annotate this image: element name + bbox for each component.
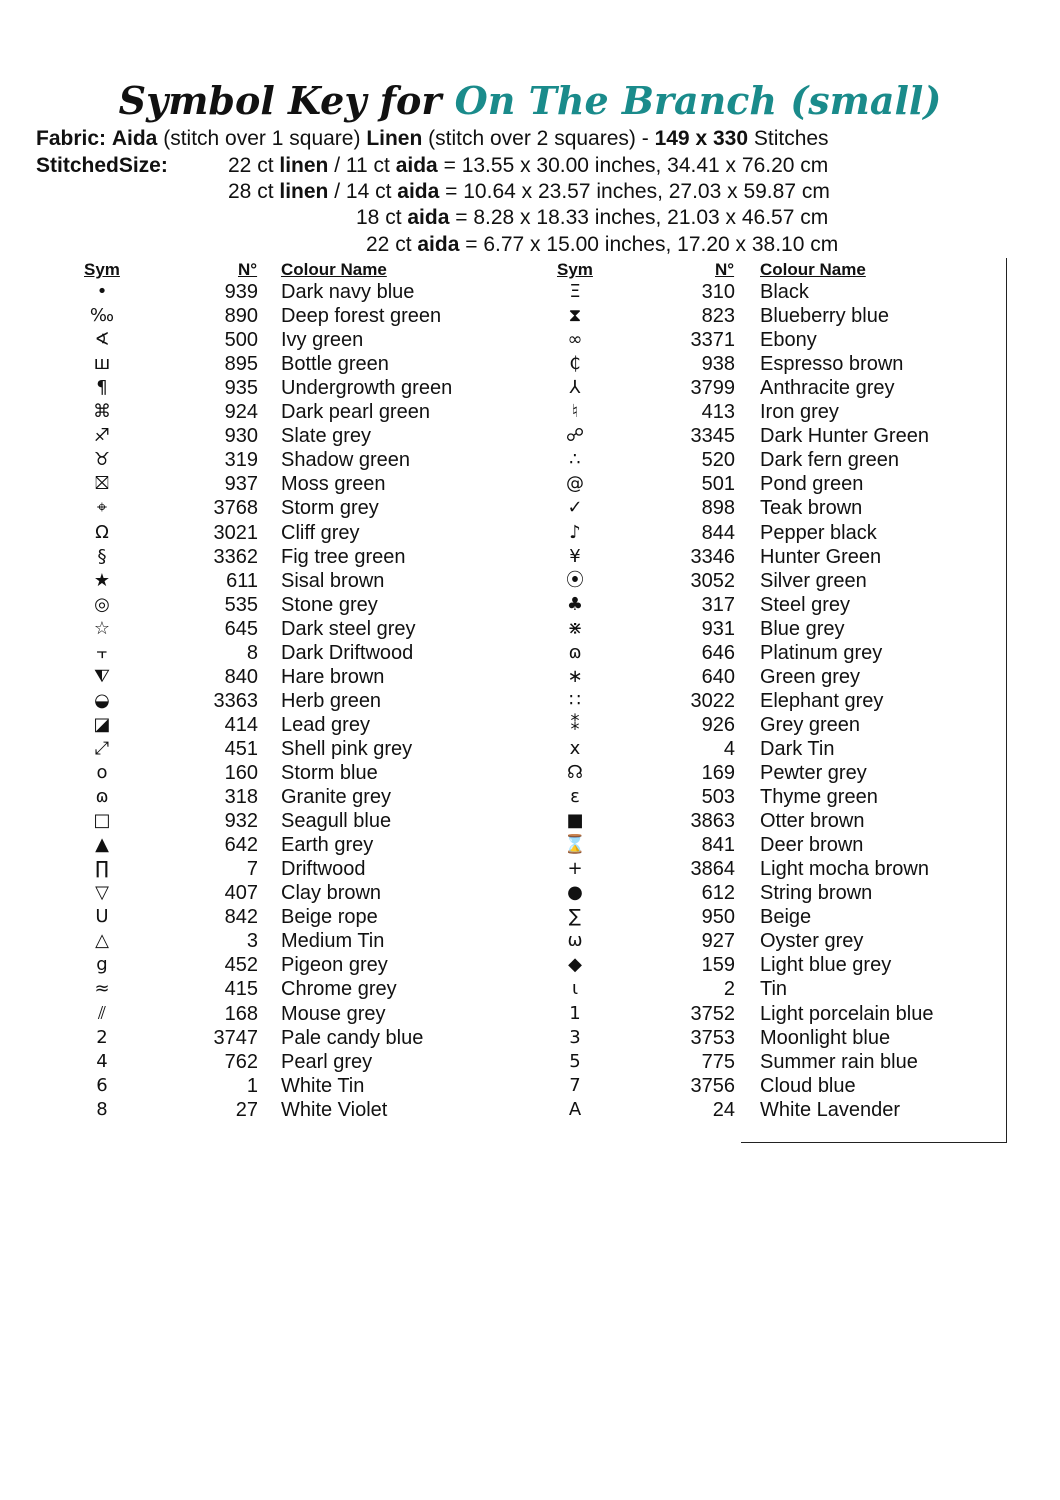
colour-name: Elephant grey	[760, 689, 884, 712]
floss-number: 413	[701, 401, 735, 424]
floss-number: 840	[224, 665, 258, 688]
key-row	[0, 785, 1000, 809]
header-num-left: N°	[238, 260, 258, 279]
symbol: •	[96, 281, 108, 302]
size-fabric-alt: aida	[397, 180, 440, 203]
floss-number: 159	[701, 954, 735, 977]
colour-name: Pond green	[760, 473, 864, 496]
fabric-linen: Linen	[366, 127, 423, 150]
floss-number: 841	[701, 834, 735, 857]
floss-number: 3864	[690, 858, 735, 881]
colour-name: White Tin	[281, 1074, 365, 1097]
key-row	[0, 833, 1000, 857]
floss-number: 895	[224, 353, 258, 376]
colour-name: Shadow green	[281, 449, 410, 472]
symbol: ‰	[89, 305, 115, 327]
colour-name: Beige	[760, 906, 812, 929]
colour-name: Shell pink grey	[281, 737, 413, 760]
symbol: ⫟	[96, 641, 108, 663]
floss-number: 310	[701, 281, 735, 303]
size-fabric: aida	[417, 233, 460, 256]
floss-number: 937	[224, 473, 258, 496]
colour-name: Pepper black	[760, 521, 877, 544]
symbol: ≈	[94, 978, 110, 1000]
symbol: ⌛	[563, 834, 587, 856]
symbol: ⅄	[569, 377, 581, 399]
size-fabric: linen	[279, 154, 329, 177]
header-sym-right: Sym	[557, 260, 593, 279]
symbol: ☍	[565, 425, 585, 447]
symbol: g	[96, 954, 108, 976]
key-row	[0, 929, 1000, 953]
symbol: ∴	[569, 449, 581, 471]
size-count: 22 ct	[228, 154, 274, 177]
colour-name: Dark Driftwood	[281, 641, 414, 664]
colour-name: Blue grey	[760, 617, 845, 640]
fabric-aida-note: (stitch over 1 square)	[163, 127, 361, 150]
header-name-right: Colour Name	[760, 260, 866, 279]
symbol: 2	[96, 1026, 108, 1048]
floss-number: 3363	[213, 689, 258, 712]
colour-name: Ebony	[760, 329, 817, 352]
floss-number: 4	[723, 737, 735, 760]
colour-name: Blueberry blue	[760, 305, 889, 328]
size-dimensions: = 10.64 x 23.57 inches, 27.03 x 59.87 cm	[445, 180, 830, 203]
colour-name: White Lavender	[760, 1098, 901, 1121]
floss-number: 503	[701, 786, 735, 809]
symbol: +	[567, 858, 583, 880]
key-row	[0, 689, 1000, 713]
colour-name: Otter brown	[760, 810, 865, 833]
symbol: ω	[567, 930, 583, 952]
colour-name: Fig tree green	[281, 545, 406, 568]
key-row	[0, 1098, 1000, 1122]
colour-name: Beige rope	[281, 906, 378, 929]
colour-name: Dark pearl green	[281, 401, 430, 424]
colour-name: Pewter grey	[760, 762, 867, 784]
floss-number: 927	[701, 930, 735, 953]
frame-line-vertical	[1006, 258, 1007, 1142]
size-count-alt: / 14 ct	[334, 180, 392, 203]
key-row	[0, 617, 1000, 641]
key-row	[0, 352, 1000, 376]
page-title	[0, 78, 1060, 124]
symbol: ◎	[94, 593, 110, 615]
colour-name: Thyme green	[760, 786, 878, 809]
colour-name: Tin	[760, 978, 788, 1001]
floss-number: 939	[224, 281, 258, 303]
floss-number: 844	[701, 521, 735, 544]
colour-name: Green grey	[760, 665, 861, 688]
floss-number: 938	[701, 353, 735, 376]
colour-name: String brown	[760, 882, 873, 905]
colour-name: Dark steel grey	[281, 617, 416, 640]
size-fabric: linen	[279, 180, 329, 203]
key-row	[0, 977, 1000, 1001]
colour-name: Bottle green	[281, 353, 389, 376]
key-row	[0, 304, 1000, 328]
colour-name: Light porcelain blue	[760, 1002, 934, 1025]
floss-number: 169	[701, 762, 735, 784]
title-prefix: Symbol Key for	[118, 78, 442, 123]
floss-number: 935	[224, 377, 258, 400]
symbol: §	[97, 545, 107, 567]
floss-number: 611	[226, 569, 258, 592]
size-count: 18 ct	[356, 206, 402, 229]
floss-number: 319	[224, 449, 258, 472]
colour-name: Seagull blue	[281, 810, 392, 833]
floss-number: 640	[701, 665, 735, 688]
symbol: @	[566, 473, 584, 495]
colour-name: Mouse grey	[281, 1002, 386, 1025]
floss-number: 645	[224, 617, 258, 640]
symbol: ¥	[569, 545, 581, 567]
colour-name: Stone grey	[281, 593, 378, 616]
key-row	[0, 1026, 1000, 1050]
floss-number: 3	[246, 930, 258, 953]
colour-name: Granite grey	[281, 786, 392, 809]
symbol: ∏	[95, 858, 109, 880]
size-fabric-alt: aida	[395, 154, 438, 177]
floss-number: 317	[701, 593, 735, 616]
symbol: ⫽	[97, 1002, 107, 1024]
header-name-left: Colour Name	[281, 260, 387, 279]
colour-name: Hunter Green	[760, 545, 882, 568]
symbol: ▽	[95, 882, 109, 904]
colour-name: Light blue grey	[760, 954, 892, 977]
colour-name: Iron grey	[760, 401, 839, 424]
colour-name: Earth grey	[281, 834, 374, 857]
symbol: ♐	[93, 425, 111, 447]
symbol: 8	[96, 1098, 108, 1120]
size-row	[228, 179, 830, 205]
key-row	[0, 376, 1000, 400]
symbol: ⋇	[567, 617, 583, 639]
key-row	[0, 328, 1000, 352]
symbol: ⌘	[93, 401, 111, 423]
fabric-aida: Aida	[111, 127, 158, 150]
floss-number: 160	[224, 762, 258, 784]
floss-number: 168	[224, 1002, 258, 1025]
symbol: ●	[567, 882, 583, 904]
key-row	[0, 761, 1000, 785]
symbol: ◒	[94, 689, 110, 711]
symbol: ♉	[93, 449, 111, 471]
symbol: x	[569, 737, 581, 759]
colour-name: Oyster grey	[760, 930, 864, 953]
floss-number: 451	[224, 737, 258, 760]
symbol: ɷ	[568, 641, 582, 663]
key-row	[0, 641, 1000, 665]
symbol: ✓	[567, 497, 583, 519]
colour-name: Pale candy blue	[281, 1026, 424, 1049]
symbol: ♮	[571, 401, 579, 423]
symbol: ⧗	[568, 305, 582, 327]
floss-number: 500	[224, 329, 258, 352]
symbol: o	[96, 762, 108, 783]
floss-number: 452	[224, 954, 258, 977]
symbol: ☆	[93, 617, 111, 639]
size-count-alt: / 11 ct	[334, 154, 390, 177]
symbol: ⁑	[570, 713, 580, 735]
size-row	[228, 153, 828, 179]
key-row	[0, 448, 1000, 472]
floss-number: 823	[701, 305, 735, 328]
colour-name: Driftwood	[281, 858, 366, 881]
stitch-word: Stitches	[753, 127, 829, 150]
symbol: ∢	[94, 329, 110, 351]
colour-name: Grey green	[760, 713, 861, 736]
frame-line-horizontal	[741, 1142, 1007, 1143]
symbol: ★	[93, 569, 111, 591]
size-count: 28 ct	[228, 180, 274, 203]
colour-name: Dark navy blue	[281, 281, 415, 303]
floss-number: 646	[701, 641, 735, 664]
floss-number: 535	[224, 593, 258, 616]
colour-name: Cliff grey	[281, 521, 360, 544]
key-row	[0, 881, 1000, 905]
floss-number: 2	[723, 978, 735, 1001]
colour-name: Teak brown	[760, 497, 863, 520]
colour-name: Deer brown	[760, 834, 864, 857]
symbol: ∑	[568, 906, 582, 928]
floss-number: 3799	[690, 377, 735, 400]
symbol: ∞	[567, 329, 583, 351]
colour-name: Storm grey	[281, 497, 379, 520]
floss-number: 926	[701, 713, 735, 736]
floss-number: 3768	[213, 497, 258, 520]
floss-number: 924	[224, 401, 258, 424]
symbol: ☊	[567, 762, 583, 783]
floss-number: 775	[701, 1050, 735, 1073]
colour-name: Deep forest green	[281, 305, 442, 328]
symbol: 1	[569, 1002, 581, 1024]
floss-number: 642	[224, 834, 258, 857]
symbol: ■	[566, 810, 584, 832]
symbol: 3	[569, 1026, 581, 1048]
key-row	[0, 665, 1000, 689]
key-row	[0, 1074, 1000, 1098]
size-count: 22 ct	[366, 233, 412, 256]
symbol: ɷ	[95, 786, 109, 808]
symbol: Ξ	[569, 281, 581, 302]
colour-name: Clay brown	[281, 882, 382, 905]
colour-name: Pigeon grey	[281, 954, 388, 977]
floss-number: 3022	[690, 689, 735, 712]
colour-name: Espresso brown	[760, 353, 904, 376]
floss-number: 3371	[690, 329, 735, 352]
colour-name: Storm blue	[281, 762, 378, 784]
floss-number: 318	[224, 786, 258, 809]
symbol: ♪	[569, 521, 581, 543]
colour-name: Lead grey	[281, 713, 370, 736]
colour-name: Cloud blue	[760, 1074, 856, 1097]
symbol: 7	[569, 1074, 581, 1096]
symbol: ♣	[566, 593, 584, 615]
header-num-right: N°	[715, 260, 735, 279]
fabric-label: Fabric:	[36, 127, 107, 150]
colour-name: White Violet	[281, 1098, 388, 1121]
key-row	[0, 809, 1000, 833]
floss-number: 3747	[213, 1026, 258, 1049]
floss-number: 8	[246, 641, 258, 664]
size-dimensions: = 8.28 x 18.33 inches, 21.03 x 46.57 cm	[455, 206, 829, 229]
size-row	[356, 205, 828, 231]
floss-number: 3345	[690, 425, 735, 448]
floss-number: 3752	[690, 1002, 735, 1025]
key-row	[0, 857, 1000, 881]
key-row	[0, 280, 1000, 304]
fabric-linen-note: (stitch over 2 squares) -	[428, 127, 649, 150]
floss-number: 3052	[690, 569, 735, 592]
colour-name: Pearl grey	[281, 1050, 373, 1073]
floss-number: 501	[701, 473, 735, 496]
symbol: ⦿	[566, 569, 584, 591]
floss-number: 931	[701, 617, 735, 640]
symbol: ⤢	[94, 737, 110, 759]
colour-name: Hare brown	[281, 665, 385, 688]
floss-number: 24	[712, 1098, 735, 1121]
symbol: 5	[569, 1050, 581, 1072]
fabric-line	[36, 126, 829, 152]
key-row	[0, 569, 1000, 593]
floss-number: 3346	[690, 545, 735, 568]
size-row	[366, 232, 838, 258]
key-row	[0, 424, 1000, 448]
colour-name: Dark Hunter Green	[760, 425, 929, 448]
colour-name: Anthracite grey	[760, 377, 895, 400]
stitch-count: 149 x 330	[654, 127, 749, 150]
colour-name: Steel grey	[760, 593, 851, 616]
floss-number: 3756	[690, 1074, 735, 1097]
colour-name: Dark Tin	[760, 737, 835, 760]
floss-number: 930	[224, 425, 258, 448]
colour-name: Undergrowth green	[281, 377, 453, 400]
symbol: ¶	[96, 377, 108, 399]
floss-number: 27	[235, 1098, 258, 1121]
floss-number: 890	[224, 305, 258, 328]
symbol: ₵	[569, 353, 581, 375]
key-row	[0, 1050, 1000, 1074]
floss-number: 932	[224, 810, 258, 833]
colour-name: Light mocha brown	[760, 858, 929, 881]
floss-number: 898	[701, 497, 735, 520]
floss-number: 3362	[213, 545, 258, 568]
symbol: ⛝	[95, 473, 109, 495]
size-dimensions: = 6.77 x 15.00 inches, 17.20 x 38.10 cm	[465, 233, 839, 256]
symbol: ∗	[567, 665, 583, 687]
colour-name: Dark fern green	[760, 449, 899, 472]
symbol: ш	[93, 353, 111, 375]
key-row	[0, 713, 1000, 737]
floss-number: 520	[701, 449, 735, 472]
key-row	[0, 545, 1000, 569]
colour-name: Medium Tin	[281, 930, 385, 953]
key-row	[0, 1002, 1000, 1026]
colour-name: Chrome grey	[281, 978, 397, 1001]
symbol: □	[93, 810, 111, 832]
colour-name: Sisal brown	[281, 569, 385, 592]
symbol: 4	[96, 1050, 108, 1072]
key-row	[0, 472, 1000, 496]
floss-number: 1	[246, 1074, 258, 1097]
key-row	[0, 737, 1000, 761]
key-row	[0, 496, 1000, 520]
floss-number: 950	[701, 906, 735, 929]
symbol: Ω	[95, 521, 109, 543]
key-row	[0, 400, 1000, 424]
floss-number: 612	[701, 882, 735, 905]
key-row	[0, 953, 1000, 977]
colour-name: Herb green	[281, 689, 382, 712]
symbol: ∷	[569, 689, 581, 711]
colour-name: Slate grey	[281, 425, 372, 448]
header-sym-left: Sym	[84, 260, 120, 279]
floss-number: 762	[224, 1050, 258, 1073]
size-fabric: aida	[407, 206, 450, 229]
symbol: ɛ	[570, 786, 580, 808]
symbol: ◪	[93, 713, 111, 735]
colour-name: Moonlight blue	[760, 1026, 891, 1049]
symbol: ᑌ	[95, 906, 109, 928]
stitched-size-label: StitchedSize:	[36, 154, 168, 177]
symbol: ▲	[95, 834, 109, 856]
symbol: ɩ	[571, 978, 579, 1000]
colour-name: Ivy green	[281, 329, 364, 352]
floss-number: 7	[246, 858, 258, 881]
symbol: ⧨	[93, 665, 111, 687]
floss-number: 415	[224, 978, 258, 1001]
colour-name: Silver green	[760, 569, 867, 592]
colour-name: Platinum grey	[760, 641, 883, 664]
symbol: 6	[96, 1074, 108, 1096]
symbol: △	[95, 930, 109, 952]
symbol: ◆	[568, 954, 582, 976]
pattern-name: On The Branch (small)	[454, 78, 942, 123]
size-dimensions: = 13.55 x 30.00 inches, 34.41 x 76.20 cm	[443, 154, 829, 177]
floss-number: 3863	[690, 810, 735, 833]
floss-number: 414	[224, 713, 258, 736]
colour-name: Black	[760, 281, 809, 303]
floss-number: 842	[224, 906, 258, 929]
colour-name: Moss green	[281, 473, 386, 496]
colour-name: Summer rain blue	[760, 1050, 918, 1073]
floss-number: 407	[224, 882, 258, 905]
symbol: ⌖	[96, 497, 108, 519]
key-row	[0, 905, 1000, 929]
symbol: A	[568, 1098, 582, 1120]
key-row	[0, 593, 1000, 617]
floss-number: 3753	[690, 1026, 735, 1049]
floss-number: 3021	[213, 521, 258, 544]
key-row	[0, 521, 1000, 545]
